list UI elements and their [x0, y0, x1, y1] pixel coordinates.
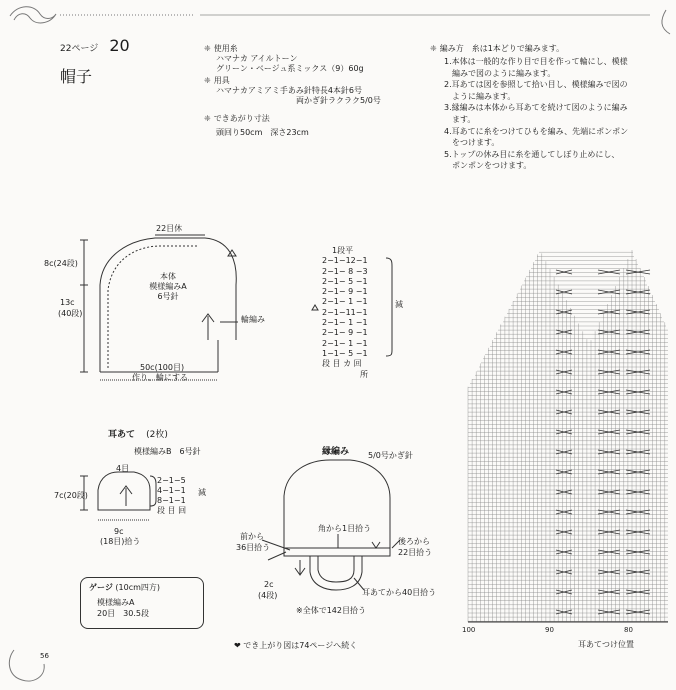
size-line: 頭回り50cm 深さ23cm: [216, 128, 309, 137]
body-height-lower-2: (40段): [58, 309, 83, 318]
decrease-side-label: 減: [395, 300, 403, 309]
heart-icon: ❤: [234, 641, 241, 650]
edging-front-1: 前から: [240, 532, 264, 541]
edging-hook: 5/0号かぎ針: [368, 451, 413, 460]
earflap-row: 8−1−1: [157, 496, 186, 505]
body-center-1: 本体: [160, 272, 176, 281]
chart-x-label: 100: [462, 626, 476, 634]
decrease-row: 2−1− 9 −1: [322, 287, 368, 297]
edging-height-1: 2c: [264, 580, 274, 589]
earflap-row: 4−1−1: [157, 486, 186, 495]
body-height-upper: 8c(24段): [44, 259, 78, 268]
instruction-line: 5.トップの休み目に糸を通してしぼり止めにし、: [444, 149, 620, 159]
instruction-line: ポンポンをつけます。: [444, 161, 532, 171]
earflap-width-2: (18目)拾う: [100, 537, 141, 546]
instruction-line: 3.縁編みは本体から耳あてを続けて図のように編み: [444, 103, 628, 113]
edging-back-1: 後ろから: [398, 537, 430, 546]
footer-note-text: でき上がり図は74ページへ続く: [243, 641, 358, 650]
bullet-icon: ❈: [204, 44, 211, 53]
decrease-row: 2−1−12−1: [322, 256, 368, 266]
instructions-heading: 編み方 糸は1本どりで編みます。: [439, 44, 565, 53]
footer-note: [234, 641, 357, 651]
decrease-row: 2−1− 1 −1: [322, 297, 368, 307]
earflap-row: 2−1−5: [157, 476, 186, 485]
chart-x-label: 90: [545, 626, 554, 634]
tools-line-1: ハマナカアミアミ手あみ針特長4本針6号: [216, 86, 363, 95]
yarn-heading: 使用糸: [213, 44, 238, 53]
instruction-line: 編みで図のように編みます。: [444, 68, 556, 78]
edging-ear: 耳あてから40目拾う: [362, 588, 437, 597]
instruction-line: ように編みます。: [444, 91, 516, 101]
instruction-line: 4.耳あてに糸をつけてひもを編み、先端にポンポン: [444, 126, 629, 136]
decrease-footer-1: 段 目 カ 回: [322, 359, 362, 369]
pattern-title: 帽子: [60, 67, 93, 86]
instruction-line: 2.耳あては図を参照して拾い目し、模様編みで図の: [444, 80, 628, 90]
earflap-side-label: 減: [198, 488, 206, 497]
earflap-title-text: 耳あて: [108, 430, 136, 440]
decrease-row: 2−1− 8 −3: [322, 266, 368, 276]
gauge-pattern: 模様編みA: [97, 598, 135, 607]
body-width-2: 作り、輪にする: [132, 373, 188, 382]
instruction-line: 1.本体は一般的な作り目で目を作って輪にし、模様: [444, 57, 628, 66]
size-heading: できあがり寸法: [213, 114, 270, 123]
earflap-top-label: 4目: [116, 464, 130, 473]
body-center-2: 模様編みA: [149, 282, 187, 291]
earflap-footer: 段 目 回: [157, 506, 187, 515]
tools-heading: 用具: [213, 76, 230, 85]
edging-title: 縁編み: [322, 447, 350, 457]
bullet-icon: ❈: [204, 76, 211, 85]
bullet-icon: ❈: [430, 44, 437, 53]
decrease-row: 2−1− 1 −1: [322, 318, 368, 328]
gauge-values: 20目 30.5段: [97, 609, 149, 618]
yarn-line-2: グリーン・ベージュ系ミックス（9）60g: [216, 64, 364, 73]
edging-front-2: 36目拾う: [236, 543, 271, 552]
earflap-width-1: 9c: [114, 527, 124, 536]
decrease-row: 2−1− 9 −1: [322, 328, 368, 338]
gauge-title: ゲージ: [89, 583, 113, 592]
edging-back-2: 22目拾う: [398, 548, 433, 557]
bullet-icon: ❈: [204, 114, 211, 123]
edging-total: ※全体で142目拾う: [296, 606, 366, 615]
page-number: 56: [40, 652, 49, 660]
chart-caption: 耳あてつけ位置: [578, 640, 634, 649]
gauge-unit: (10cm四方): [115, 583, 161, 592]
chart-x-label: 80: [624, 626, 633, 634]
instruction-line: をつけます。: [444, 138, 500, 148]
decrease-top: 1段平: [332, 246, 354, 255]
decrease-row: 2−1− 1 −1: [322, 338, 368, 348]
earflap-height: 7c(20段): [54, 491, 88, 500]
pattern-number: 20: [109, 36, 130, 55]
page-reference: 22ページ: [60, 44, 99, 54]
decrease-row: 2−1−11−1: [322, 307, 368, 317]
body-width-1: 50c(100目): [140, 363, 185, 372]
instruction-line: ます。: [444, 114, 476, 124]
decrease-row: 2−1− 5 −1: [322, 276, 368, 286]
body-height-lower-1: 13c: [60, 298, 75, 307]
body-center-3: 6号針: [157, 292, 179, 301]
edging-corner: 角から1目拾う: [318, 524, 372, 533]
decrease-row: 1−1− 5 −1: [322, 348, 368, 358]
yarn-line-1: ハマナカ アイルトーン: [216, 54, 298, 63]
tools-line-2: 両かぎ針ラクラク5/0号: [296, 96, 381, 105]
earflap-count: (2枚): [146, 430, 168, 440]
edging-height-2: (4段): [258, 591, 278, 600]
rib-label: 輪編み: [241, 315, 265, 324]
decrease-footer-2: 所: [360, 369, 368, 379]
earflap-pattern: 模様編みB 6号針: [134, 447, 201, 456]
body-top-label: 22目休: [156, 224, 183, 233]
